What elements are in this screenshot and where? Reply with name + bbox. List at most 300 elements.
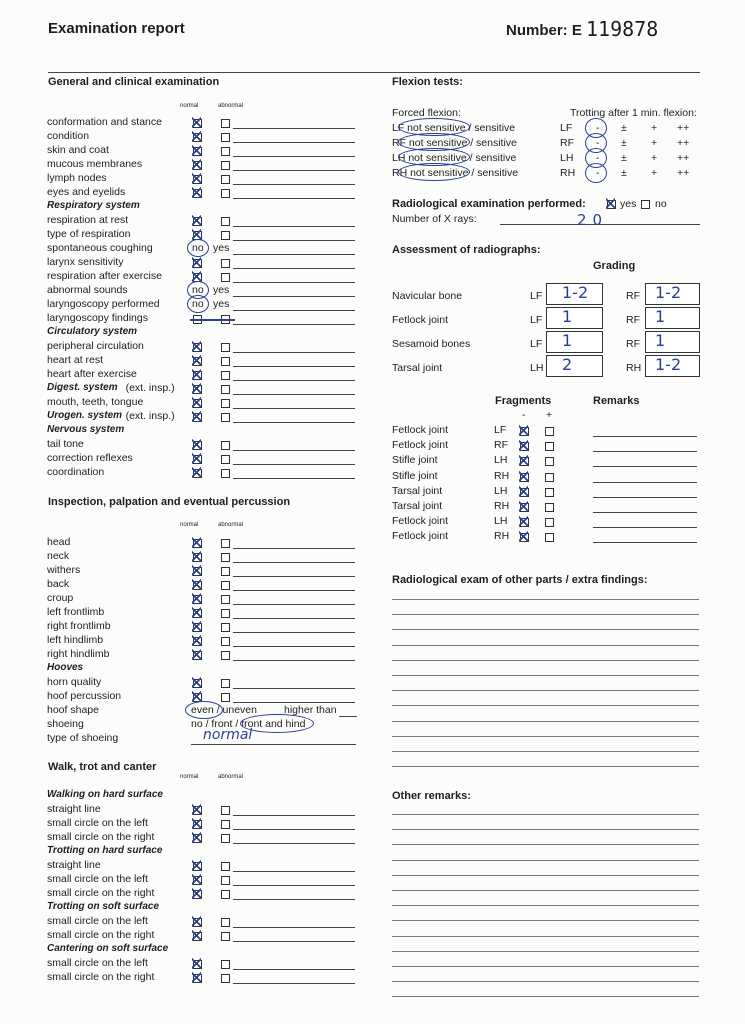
remark-line[interactable] [233,464,355,465]
row-label: type of shoeing [47,732,119,744]
left-grade-box[interactable] [546,355,603,377]
trotting-scale-option[interactable]: ++ [677,122,690,134]
col-normal-label: normal [180,774,199,780]
normal-checkbox[interactable] [193,133,202,142]
writing-line[interactable] [392,966,699,967]
remark-line[interactable] [233,408,355,409]
row-label: larynx sensitivity [47,256,124,268]
left-leg-label: LH [530,362,544,374]
trotting-scale-option[interactable]: - [596,122,600,134]
yes-option[interactable]: yes [213,284,230,296]
remark-line[interactable] [233,170,355,171]
writing-line[interactable] [392,629,699,630]
trotting-scale-option[interactable]: ++ [677,137,690,149]
writing-line[interactable] [392,981,699,982]
writing-line[interactable] [392,690,699,691]
normal-checkbox[interactable] [193,357,202,366]
remark-line[interactable] [233,843,355,844]
fragment-remark-line[interactable] [593,542,697,543]
walk-title: Walk, trot and canter [48,761,157,773]
normal-checkbox[interactable] [193,890,202,899]
fragment-row-label: Fetlock joint [392,515,449,528]
remark-line[interactable] [233,941,355,942]
row-label: hoof shape [47,704,99,716]
remark-line[interactable] [233,184,355,185]
abnormal-checkbox[interactable] [221,231,230,240]
abnormal-checkbox[interactable] [221,679,230,688]
left-leg-label: LF [530,338,543,350]
remark-line[interactable] [233,688,355,689]
trotting-scale-option[interactable]: ++ [677,152,690,164]
radiological-no-checkbox[interactable] [641,200,650,209]
fragment-plus-checkbox[interactable] [545,518,554,527]
trotting-scale-option[interactable]: - [596,152,600,164]
abnormal-checkbox[interactable] [221,820,230,829]
writing-line[interactable] [392,599,699,600]
row-label: peripheral circulation [47,340,144,352]
writing-line[interactable] [392,860,699,861]
abnormal-checkbox[interactable] [221,371,230,380]
left-grade-box[interactable] [546,307,603,329]
fragment-plus-checkbox[interactable] [545,533,554,542]
remark-line[interactable] [233,646,355,647]
normal-checkbox[interactable] [193,399,202,408]
fragment-remark-line[interactable] [593,482,697,483]
writing-line[interactable] [392,920,699,921]
col-normal-label: normal [180,522,199,528]
remark-line[interactable] [233,590,355,591]
normal-checkbox[interactable] [193,834,202,843]
row-label: condition [47,130,90,142]
no-option[interactable]: no [192,298,204,310]
row-label: abnormal sounds [47,284,128,296]
fragment-remark-line[interactable] [593,527,697,528]
normal-checkbox[interactable] [193,147,202,156]
strike-mark [190,319,235,321]
no-option[interactable]: no [192,242,204,254]
row-label: croup [47,592,74,604]
normal-checkbox[interactable] [193,595,202,604]
right-grade-handwritten: 1-2 [655,355,682,374]
writing-line[interactable] [392,766,699,767]
flexion-title: Flexion tests: [392,76,463,88]
remark-line[interactable] [233,548,355,549]
abnormal-checkbox[interactable] [221,133,230,142]
left-grade-handwritten: 1 [562,331,573,350]
normal-checkbox[interactable] [193,651,202,660]
writing-line[interactable] [392,875,699,876]
trotting-scale-option[interactable]: ± [621,167,627,179]
abnormal-checkbox[interactable] [221,147,230,156]
col-abnormal-label: abnormal [218,774,244,780]
row-label: lymph nodes [47,172,107,184]
writing-line[interactable] [392,721,699,722]
row-label: type of respiration [47,228,131,240]
abnormal-checkbox[interactable] [221,876,230,885]
higher-than-label: higher than [284,704,337,716]
normal-checkbox[interactable] [193,918,202,927]
abnormal-checkbox[interactable] [221,119,230,128]
abnormal-checkbox[interactable] [221,161,230,170]
abnormal-checkbox[interactable] [221,693,230,702]
abnormal-checkbox[interactable] [221,567,230,576]
subsection-heading: Urogen. system [47,410,123,421]
trotting-scale-option[interactable]: ± [621,122,627,134]
subsection-heading: Hooves [47,662,84,673]
abnormal-checkbox[interactable] [221,609,230,618]
yes-option[interactable]: yes [213,242,230,254]
writing-line[interactable] [392,705,699,706]
fragment-minus-checkbox[interactable] [520,442,529,451]
fragment-minus-checkbox[interactable] [520,427,529,436]
row-label: laryngoscopy performed [47,298,160,310]
abnormal-checkbox[interactable] [221,455,230,464]
normal-checkbox[interactable] [193,581,202,590]
right-leg-label: RF [626,314,640,326]
writing-line[interactable] [392,645,699,646]
writing-line[interactable] [392,814,699,815]
abnormal-checkbox[interactable] [221,637,230,646]
remark-line[interactable] [233,702,355,703]
subsection-heading: Circulatory system [47,326,138,337]
fragment-minus-checkbox[interactable] [520,488,529,497]
fragment-row-label: Fetlock joint [392,530,449,543]
fragment-minus-checkbox[interactable] [520,457,529,466]
no-circled-mark [187,295,209,313]
right-leg-label: RF [626,338,640,350]
abnormal-checkbox[interactable] [221,399,230,408]
trotting-leg-label: LF [560,122,573,134]
no-option[interactable]: no [192,284,204,296]
writing-line[interactable] [392,614,699,615]
remark-line[interactable] [233,576,355,577]
remark-line[interactable] [233,380,355,381]
abnormal-checkbox[interactable] [221,175,230,184]
abnormal-checkbox[interactable] [221,960,230,969]
assessment-row-label: Sesamoid bones [392,338,471,350]
row-label: respiration after exercise [47,270,162,282]
abnormal-checkbox[interactable] [221,259,230,268]
abnormal-checkbox[interactable] [221,834,230,843]
normal-checkbox[interactable] [193,119,202,128]
normal-checkbox[interactable] [193,820,202,829]
remark-line[interactable] [233,254,355,255]
abnormal-checkbox[interactable] [221,343,230,352]
normal-checkbox[interactable] [193,637,202,646]
number-label: Number: E [506,22,582,39]
writing-line[interactable] [392,829,699,830]
remark-line[interactable] [233,226,355,227]
general-title: General and clinical examination [48,76,220,88]
trotting-scale-option[interactable]: - [596,167,600,179]
trotting-scale-option[interactable]: ++ [677,167,690,179]
normal-checkbox[interactable] [193,539,202,548]
left-grade-handwritten: 1-2 [562,283,589,302]
remark-line[interactable] [233,296,355,297]
left-grade-box[interactable] [546,331,603,353]
remark-line[interactable] [233,899,355,900]
remark-line[interactable] [233,282,355,283]
fragment-leg-label: LH [494,454,508,467]
forced-flexion-row[interactable]: LH not sensitive / sensitive [392,152,517,164]
fragment-plus-checkbox[interactable] [545,442,554,451]
writing-line[interactable] [392,660,699,661]
remark-line[interactable] [233,885,355,886]
abnormal-checkbox[interactable] [221,539,230,548]
writing-line[interactable] [392,844,699,845]
remark-line[interactable] [233,969,355,970]
fragment-row-label: Fetlock joint [392,424,449,436]
subsection-heading: Respiratory system [47,200,140,211]
remark-line[interactable] [233,422,355,423]
remark-line[interactable] [233,478,355,479]
right-grade-handwritten: 1 [655,307,666,326]
trotting-after-label: Trotting after 1 min. flexion: [570,107,697,119]
remark-line[interactable] [233,815,355,816]
remark-line[interactable] [233,142,355,143]
fragment-row-label: Tarsal joint [392,484,443,497]
xrays-handwritten: 20 [577,211,609,229]
col-normal-label: normal [180,103,199,109]
fragment-leg-label: LH [494,484,508,497]
normal-checkbox[interactable] [193,876,202,885]
normal-checkbox[interactable] [193,161,202,170]
trotting-scale-option[interactable]: + [651,167,658,179]
row-label: hoof percussion [47,690,122,702]
trotting-scale-option[interactable]: ± [621,137,627,149]
normal-checkbox[interactable] [193,679,202,688]
remark-line[interactable] [233,871,355,872]
remark-line[interactable] [233,352,355,353]
remark-line[interactable] [233,324,355,325]
remark-line[interactable] [233,632,355,633]
abnormal-checkbox[interactable] [221,595,230,604]
row-label: left frontlimb [47,606,105,618]
normal-checkbox[interactable] [193,932,202,941]
right-grade-box[interactable] [645,307,700,329]
writing-line[interactable] [392,890,699,891]
abnormal-checkbox[interactable] [221,553,230,562]
normal-checkbox[interactable] [193,217,202,226]
abnormal-checkbox[interactable] [221,441,230,450]
radiological-yes-checkbox[interactable] [607,200,616,209]
remark-line[interactable] [233,128,355,129]
report-number: 119878 [586,17,659,41]
row-label: small circle on the left [47,873,148,885]
normal-checkbox[interactable] [193,567,202,576]
abnormal-checkbox[interactable] [221,890,230,899]
abnormal-checkbox[interactable] [221,385,230,394]
hoof-shape-options[interactable]: even / uneven [191,704,257,716]
fragment-plus-checkbox[interactable] [545,457,554,466]
normal-checkbox[interactable] [193,371,202,380]
remark-line[interactable] [233,604,355,605]
writing-line[interactable] [392,951,699,952]
fragment-minus-checkbox[interactable] [520,473,529,482]
fragment-minus-checkbox[interactable] [520,533,529,542]
remark-line[interactable] [233,927,355,928]
normal-checkbox[interactable] [193,385,202,394]
left-grade-handwritten: 2 [562,355,573,374]
row-label: small circle on the left [47,957,148,969]
trotting-scale-option[interactable]: ± [621,152,627,164]
fragment-minus-checkbox[interactable] [520,503,529,512]
fragment-leg-label: RF [494,439,508,452]
abnormal-checkbox[interactable] [221,918,230,927]
subsection-heading: Digest. system [47,382,118,393]
abnormal-checkbox[interactable] [221,974,230,983]
remark-line[interactable] [233,983,355,984]
trotting-scale-option[interactable]: + [651,152,658,164]
shoeing-type-line[interactable] [191,744,356,745]
normal-checkbox[interactable] [193,259,202,268]
col-abnormal-label: abnormal [218,522,244,528]
other-remarks-title: Other remarks: [392,790,471,802]
remark-line[interactable] [233,198,355,199]
fragments-plus: + [546,409,553,421]
normal-checkbox[interactable] [193,623,202,632]
remark-line[interactable] [233,156,355,157]
trotting-scale-option[interactable]: - [596,137,600,149]
not-sensitive-circled-mark [398,163,470,181]
abnormal-checkbox[interactable] [221,623,230,632]
trotting-scale-option[interactable]: + [651,137,658,149]
row-label: skin and coat [47,144,109,156]
normal-checkbox[interactable] [193,960,202,969]
even-circled-mark [185,701,223,719]
abnormal-checkbox[interactable] [221,651,230,660]
assessment-row-label: Tarsal joint [392,362,443,374]
normal-checkbox[interactable] [193,553,202,562]
row-label: mouth, teeth, tongue [47,396,144,408]
fragment-row-label: Fetlock joint [392,439,449,452]
abnormal-checkbox[interactable] [221,806,230,815]
trotting-scale-option[interactable]: + [651,122,658,134]
normal-checkbox[interactable] [193,413,202,422]
left-grade-handwritten: 1 [562,307,573,326]
abnormal-checkbox[interactable] [221,581,230,590]
normal-checkbox[interactable] [193,609,202,618]
remark-line[interactable] [233,240,355,241]
normal-checkbox[interactable] [193,469,202,478]
row-label: back [47,578,70,590]
fragment-remark-line[interactable] [593,497,697,498]
remark-line[interactable] [233,562,355,563]
forced-flexion-row[interactable]: RH not sensitive / sensitive [392,167,519,179]
fragment-plus-checkbox[interactable] [545,427,554,436]
radiological-yes-label: yes [620,198,637,210]
grading-label: Grading [593,260,636,272]
subsection-heading: Trotting on soft surface [47,901,160,912]
forced-flexion-label: Forced flexion: [392,107,461,119]
fragments-minus: - [522,409,526,421]
writing-line[interactable] [392,736,699,737]
normal-checkbox[interactable] [193,189,202,198]
assessment-row-label: Fetlock joint [392,314,449,326]
higher-than-line[interactable] [339,716,357,717]
writing-line[interactable] [392,936,699,937]
row-label: eyes and eyelids [47,186,126,198]
remark-line[interactable] [233,394,355,395]
fragments-title: Fragments [495,395,552,407]
normal-checkbox[interactable] [193,455,202,464]
assessment-title: Assessment of radiographs: [392,244,541,256]
abnormal-checkbox[interactable] [221,932,230,941]
writing-line[interactable] [392,996,699,997]
writing-line[interactable] [392,905,699,906]
fragment-plus-checkbox[interactable] [545,503,554,512]
forced-flexion-row[interactable]: LF not sensitive / sensitive [392,122,516,134]
fragment-plus-checkbox[interactable] [545,488,554,497]
trotting-leg-label: RH [560,167,576,179]
abnormal-checkbox[interactable] [221,469,230,478]
shoeing-options[interactable]: no / front / front and hind [191,718,306,730]
fragment-row-label: Stifle joint [392,454,438,467]
abnormal-checkbox[interactable] [221,413,230,422]
left-leg-label: LF [530,314,543,326]
remark-line[interactable] [233,450,355,451]
fragment-remark-line[interactable] [593,512,697,513]
remark-line[interactable] [233,660,355,661]
assessment-row-label: Navicular bone [392,290,463,302]
fragment-minus-checkbox[interactable] [520,518,529,527]
forced-flexion-row[interactable]: RF not sensitive / sensitive [392,137,517,149]
normal-checkbox[interactable] [193,441,202,450]
remarks-title: Remarks [593,395,640,407]
report-title: Examination report [48,20,185,37]
normal-checkbox[interactable] [193,343,202,352]
normal-checkbox[interactable] [193,974,202,983]
right-grade-handwritten: 1-2 [655,283,682,302]
row-suffix: (ext. insp.) [125,410,175,422]
row-label: straight line [47,803,101,815]
writing-line[interactable] [392,675,699,676]
fragment-remark-line[interactable] [593,466,697,467]
row-label: mucous membranes [47,158,143,170]
remark-line[interactable] [233,618,355,619]
row-label: straight line [47,859,101,871]
writing-line[interactable] [392,751,699,752]
inspection-title: Inspection, palpation and eventual percussion [48,496,291,508]
fragment-remark-line[interactable] [593,436,697,437]
remark-line[interactable] [233,310,355,311]
abnormal-checkbox[interactable] [221,217,230,226]
yes-option[interactable]: yes [213,298,230,310]
subsection-heading: Cantering on soft surface [47,943,169,954]
normal-checkbox[interactable] [193,806,202,815]
minus-circled-mark [585,163,607,183]
fragment-remark-line[interactable] [593,451,697,452]
row-label: correction reflexes [47,452,133,464]
right-grade-box[interactable] [645,331,700,353]
abnormal-checkbox[interactable] [221,189,230,198]
abnormal-checkbox[interactable] [221,357,230,366]
subsection-heading: Trotting on hard surface [47,845,163,856]
fragment-plus-checkbox[interactable] [545,473,554,482]
remark-line[interactable] [233,829,355,830]
row-label: small circle on the right [47,929,155,941]
radiological-performed-label: Radiological examination performed: [392,198,586,210]
row-label: spontaneous coughing [47,242,153,254]
remark-line[interactable] [233,366,355,367]
abnormal-checkbox[interactable] [221,273,230,282]
remark-line[interactable] [233,268,355,269]
trotting-leg-label: LH [560,152,574,164]
subsection-heading: Nervous system [47,424,125,435]
abnormal-checkbox[interactable] [221,862,230,871]
normal-checkbox[interactable] [193,175,202,184]
normal-checkbox[interactable] [193,862,202,871]
